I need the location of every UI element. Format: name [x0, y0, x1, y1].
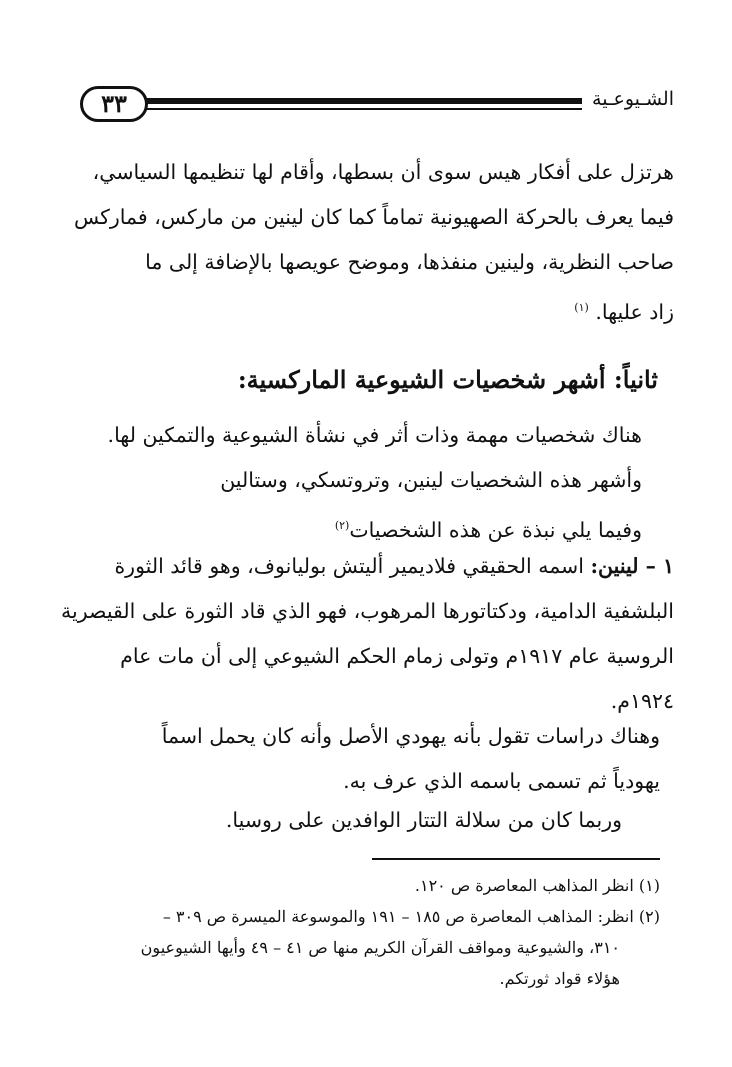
lenin-paragraph [56, 544, 674, 724]
text-line-content: اسمه الحقيقي فلاديمير أليتش بوليانوف، وهو قائد الثورة [114, 554, 584, 578]
text-line: الروسية عام ١٩١٧م وتولى زمام الحكم الشيوعي إلى أن مات عام [120, 644, 674, 668]
header-rule-thick [146, 98, 582, 104]
text-line: وهناك دراسات تقول بأنه يهودي الأصل وأنه كان يحمل اسماً [161, 724, 660, 748]
footnote-separator [372, 858, 660, 860]
text-line: هرتزل على أفكار هيس سوى أن بسطها، وأقام لها تنظيمها السياسي، [92, 160, 674, 184]
paragraph-5 [122, 798, 622, 843]
lenin-heading: ١ – لينين: [590, 554, 674, 578]
section-title: ثانياً: أشهر شخصيات الشيوعية الماركسية: [237, 365, 658, 394]
header-rule-thin [146, 108, 582, 110]
page-header [76, 82, 674, 132]
text-line-content: وفيما يلي نبذة عن هذه الشخصيات [349, 517, 642, 542]
text-line: البلشفية الدامية، ودكتاتورها المرهوب، فهو الذي قاد الثورة على القيصرية [61, 599, 674, 623]
footnote-ref-1: (١) [574, 301, 589, 314]
text-line: يهودياً ثم تسمى باسمه الذي عرف به. [343, 769, 660, 793]
text-line [56, 544, 674, 589]
footnotes [60, 870, 660, 994]
paragraph-1 [56, 150, 674, 335]
text-line: فيما يعرف بالحركة الصهيونية تماماً كما كان لينين من ماركس، فماركس [74, 205, 674, 229]
paragraph-2 [82, 413, 642, 553]
text-line: ١٩٢٤م. [610, 689, 674, 713]
text-line: وأشهر هذه الشخصيات لينين، وتروتسكي، وستالين [220, 468, 642, 492]
footnote-ref-2: (٢) [334, 519, 350, 532]
running-title: الشـيوعـية [592, 88, 674, 110]
footnote-2-line: ٣١٠، والشيوعية ومواقف القرآن الكريم منها ص ٤١ – ٤٩ وأيها الشيوعيون [140, 938, 620, 957]
page-number: ٣٣ [80, 86, 148, 122]
text-line: صاحب النظرية، ولينين منفذها، وموضح عويصها بالإضافة إلى ما [145, 250, 674, 274]
text-line: وربما كان من سلالة التتار الوافدين على روسيا. [225, 808, 622, 832]
footnote-2-line: هؤلاء قواد ثورتكم. [499, 969, 620, 988]
text-line [56, 285, 674, 335]
text-line: هناك شخصيات مهمة وذات أثر في نشأة الشيوعية والتمكين لها. [107, 423, 642, 447]
paragraph-4 [54, 714, 660, 804]
text-line-content: زاد عليها. [595, 299, 674, 324]
footnote-2-line: (٢) انظر: المذاهب المعاصرة ص ١٨٥ – ١٩١ والموسوعة الميسرة ص ٣٠٩ – [162, 907, 660, 926]
footnote-1: (١) انظر المذاهب المعاصرة ص ١٢٠. [414, 876, 660, 895]
